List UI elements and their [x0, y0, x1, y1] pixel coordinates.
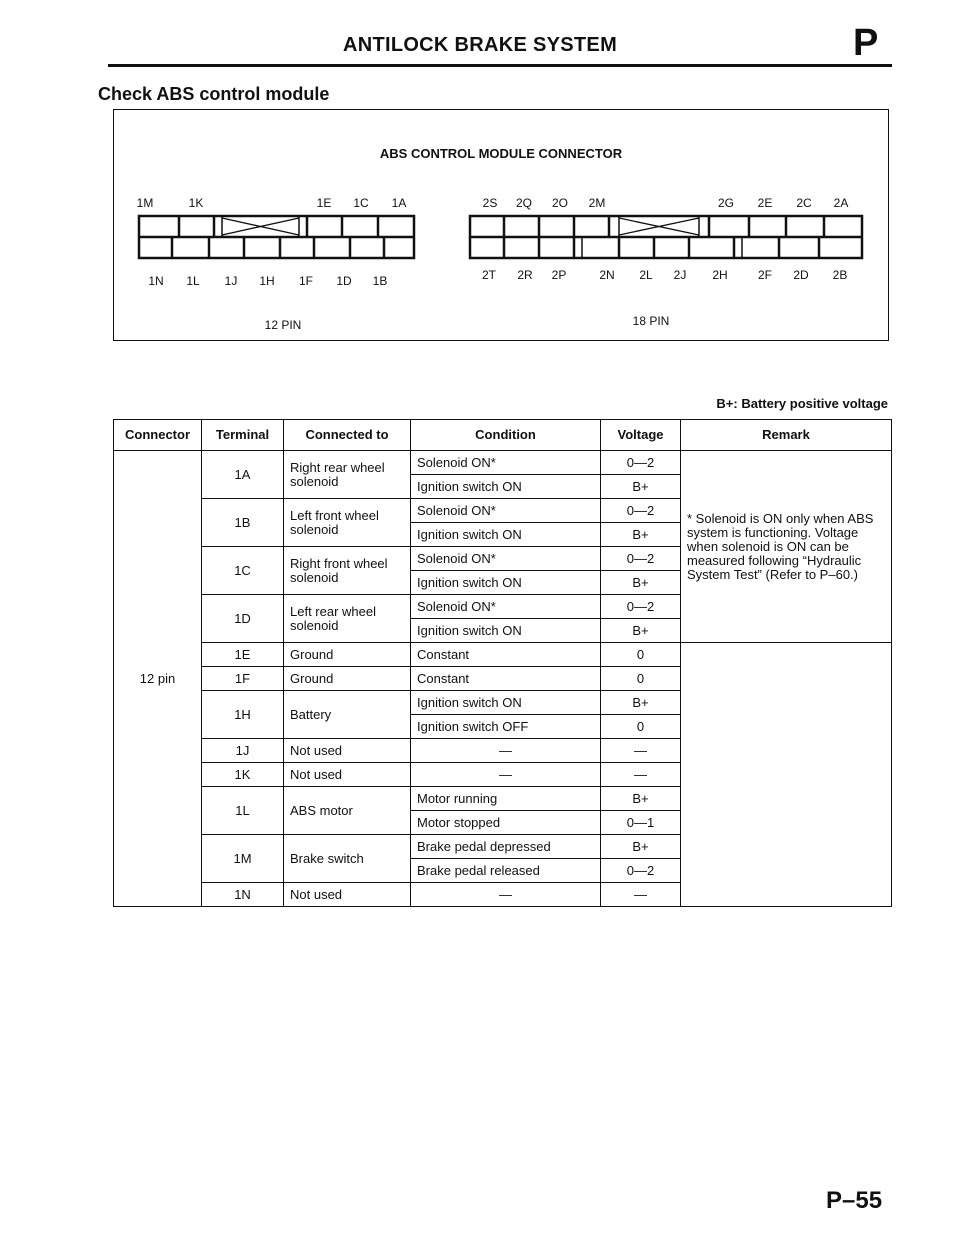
connected-to-cell: Not used [284, 763, 411, 787]
pin-label: 1J [224, 274, 238, 288]
pin-label: 1L [186, 274, 200, 288]
voltage-cell: — [601, 739, 681, 763]
terminal-cell: 1B [202, 499, 284, 547]
condition-cell: Motor running [411, 787, 601, 811]
connector-18-pin-shape [470, 216, 862, 258]
connected-to-cell: Right front wheel solenoid [284, 547, 411, 595]
terminal-cell: 1H [202, 691, 284, 739]
terminal-cell: 1A [202, 451, 284, 499]
header-condition: Condition [411, 420, 601, 451]
connector-12-pin-shape [139, 216, 414, 258]
terminal-cell: 1D [202, 595, 284, 643]
voltage-cell: — [601, 763, 681, 787]
header-connector: Connector [114, 420, 202, 451]
voltage-cell: 0 [601, 667, 681, 691]
connected-to-cell: Ground [284, 667, 411, 691]
condition-cell: Motor stopped [411, 811, 601, 835]
voltage-cell: 0—2 [601, 499, 681, 523]
pin-count-18: 18 PIN [632, 314, 670, 328]
pin-label: 2T [481, 268, 497, 282]
condition-cell: Ignition switch ON [411, 571, 601, 595]
terminal-cell: 1N [202, 883, 284, 907]
page-number: P–55 [826, 1187, 883, 1214]
section-title: Check ABS control module [98, 84, 330, 104]
pin-label: 1M [136, 196, 154, 210]
connector-drawing [114, 110, 888, 340]
terminal-cell: 1E [202, 643, 284, 667]
pin-label: 2L [639, 268, 653, 282]
header-terminal: Terminal [202, 420, 284, 451]
condition-cell: Solenoid ON* [411, 595, 601, 619]
voltage-cell: 0—2 [601, 859, 681, 883]
pin-label: 2R [517, 268, 533, 282]
pin-count-12: 12 PIN [264, 318, 302, 332]
condition-cell: Ignition switch ON [411, 691, 601, 715]
voltage-cell: B+ [601, 619, 681, 643]
voltage-cell: 0—2 [601, 595, 681, 619]
connected-to-cell: Ground [284, 643, 411, 667]
condition-cell: — [411, 883, 601, 907]
condition-cell: Brake pedal released [411, 859, 601, 883]
voltage-cell: B+ [601, 835, 681, 859]
header-remark: Remark [681, 420, 892, 451]
connector-diagram [113, 109, 889, 341]
connected-to-cell: Not used [284, 883, 411, 907]
header-rule [108, 64, 892, 67]
terminal-cell: 1C [202, 547, 284, 595]
condition-cell: Ignition switch ON [411, 619, 601, 643]
section-letter: P [853, 22, 879, 64]
condition-cell: Solenoid ON* [411, 547, 601, 571]
terminal-cell: 1L [202, 787, 284, 835]
connected-to-cell: Not used [284, 739, 411, 763]
voltage-cell: B+ [601, 571, 681, 595]
voltage-cell: 0—2 [601, 451, 681, 475]
pin-label: 2H [712, 268, 728, 282]
page-header-title: ANTILOCK BRAKE SYSTEM [342, 34, 618, 56]
condition-cell: Brake pedal depressed [411, 835, 601, 859]
pin-label: 2Q [515, 196, 533, 210]
voltage-cell: B+ [601, 475, 681, 499]
terminal-table [113, 419, 892, 907]
pin-label: 1E [316, 196, 332, 210]
condition-cell: Constant [411, 643, 601, 667]
connected-to-cell: Left front wheel solenoid [284, 499, 411, 547]
table-header-row [114, 420, 892, 451]
pin-label: 1B [372, 274, 388, 288]
terminal-cell: 1K [202, 763, 284, 787]
voltage-cell: B+ [601, 691, 681, 715]
connected-to-cell: ABS motor [284, 787, 411, 835]
pin-label: 1D [336, 274, 352, 288]
condition-cell: — [411, 763, 601, 787]
header-connected-to: Connected to [284, 420, 411, 451]
voltage-cell: — [601, 883, 681, 907]
terminal-cell: 1F [202, 667, 284, 691]
voltage-note: B+: Battery positive voltage [716, 396, 888, 411]
pin-label: 2G [717, 196, 735, 210]
voltage-cell: 0—2 [601, 547, 681, 571]
connected-to-cell: Battery [284, 691, 411, 739]
voltage-cell: 0 [601, 643, 681, 667]
pin-label: 1N [148, 274, 164, 288]
voltage-cell: 0 [601, 715, 681, 739]
pin-label: 2N [599, 268, 615, 282]
terminal-cell: 1M [202, 835, 284, 883]
condition-cell: Constant [411, 667, 601, 691]
remark-empty-cell [681, 643, 892, 907]
pin-label: 2P [551, 268, 567, 282]
condition-cell: — [411, 739, 601, 763]
connected-to-cell: Right rear wheel solenoid [284, 451, 411, 499]
remark-cell: * Solenoid is ON only when ABS system is functioning. Voltage when solenoid is ON can be measured following “Hydraulic System Test” (Refer to P–60.) [681, 451, 892, 643]
pin-label: 2F [757, 268, 773, 282]
connected-to-cell: Left rear wheel solenoid [284, 595, 411, 643]
pin-label: 2A [833, 196, 849, 210]
pin-label: 1F [298, 274, 314, 288]
table-row [114, 643, 892, 667]
voltage-cell: 0—1 [601, 811, 681, 835]
pin-label: 2S [482, 196, 498, 210]
terminal-cell: 1J [202, 739, 284, 763]
diagram-title: ABS CONTROL MODULE CONNECTOR [379, 146, 623, 161]
pin-label: 2M [588, 196, 606, 210]
pin-label: 2C [796, 196, 812, 210]
pin-label: 2J [673, 268, 687, 282]
condition-cell: Solenoid ON* [411, 451, 601, 475]
pin-label: 1K [188, 196, 204, 210]
pin-label: 2E [757, 196, 773, 210]
condition-cell: Ignition switch ON [411, 523, 601, 547]
condition-cell: Solenoid ON* [411, 499, 601, 523]
pin-label: 2O [551, 196, 569, 210]
pin-label: 1A [391, 196, 407, 210]
condition-cell: Ignition switch OFF [411, 715, 601, 739]
connector-cell: 12 pin [114, 451, 202, 907]
pin-label: 2D [793, 268, 809, 282]
condition-cell: Ignition switch ON [411, 475, 601, 499]
connected-to-cell: Brake switch [284, 835, 411, 883]
pin-label: 1H [259, 274, 275, 288]
voltage-cell: B+ [601, 523, 681, 547]
pin-label: 2B [832, 268, 848, 282]
header-voltage: Voltage [601, 420, 681, 451]
table-row [114, 451, 892, 475]
voltage-cell: B+ [601, 787, 681, 811]
pin-label: 1C [353, 196, 369, 210]
